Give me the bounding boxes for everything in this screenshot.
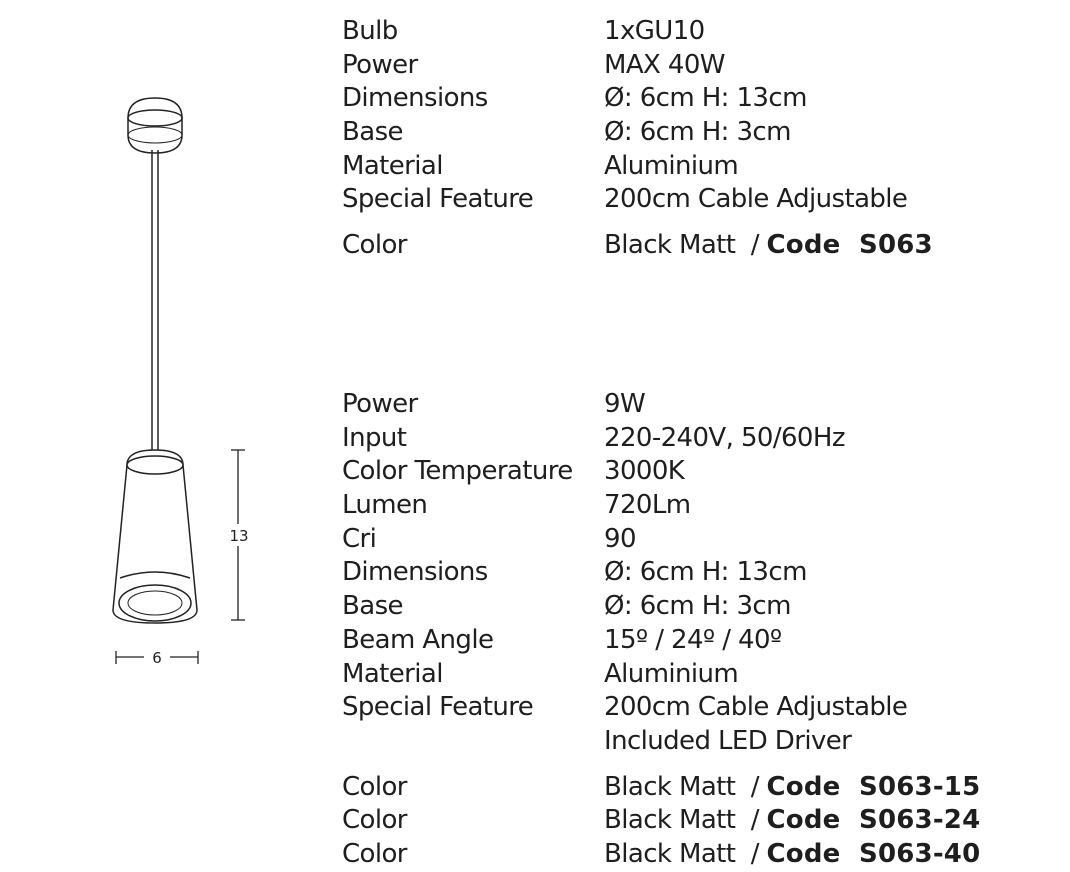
color-finish: Black Matt / — [604, 230, 767, 261]
spec-label: Beam Angle — [342, 624, 494, 655]
spec-label: Lumen — [342, 490, 428, 521]
spec-value: 220-240V, 50/60Hz — [604, 422, 845, 453]
spec-value: Included LED Driver — [604, 725, 852, 756]
spec-value: Ø: 6cm H: 3cm — [604, 591, 791, 622]
spec-value: Aluminium — [604, 658, 739, 689]
spec-label: Power — [342, 389, 418, 419]
color-label: Color — [342, 838, 407, 869]
color-value-wrap — [604, 229, 933, 263]
spec-label: Material — [342, 150, 443, 181]
color-label: Color — [342, 805, 407, 836]
width-label: 6 — [152, 649, 162, 667]
spec-label: Color Temperature — [342, 456, 573, 487]
spec-label: Input — [342, 422, 407, 453]
product-code: Code S063-40 — [766, 838, 981, 869]
color-finish: Black Matt / — [604, 805, 767, 836]
spec-label: Cri — [342, 523, 377, 554]
suspension-cable — [152, 150, 158, 452]
spec-label: Base — [342, 117, 403, 148]
spec-value: Aluminium — [604, 150, 739, 181]
product-code: Code S063-15 — [766, 771, 981, 802]
spec-label: Material — [342, 658, 443, 689]
spec-value: 15º / 24º / 40º — [604, 624, 782, 655]
spec-value: Ø: 6cm H: 13cm — [604, 83, 807, 114]
spec-label: Power — [342, 49, 418, 80]
spec-label: Base — [342, 591, 403, 622]
spec-value: 90 — [604, 523, 636, 554]
spec-label: Bulb — [342, 16, 398, 46]
spec-value: 9W — [604, 389, 646, 419]
color-value-wrap — [604, 804, 980, 838]
lamp-body — [113, 450, 197, 623]
spec-value: 1xGU10 — [604, 16, 705, 46]
spec-value: Ø: 6cm H: 13cm — [604, 557, 807, 588]
color-value-wrap — [604, 771, 980, 805]
spec-value: MAX 40W — [604, 49, 725, 80]
product-code: Code S063 — [766, 230, 933, 261]
color-label: Color — [342, 771, 407, 802]
product-code: Code S063-24 — [766, 805, 981, 836]
spec-value: Ø: 6cm H: 3cm — [604, 117, 791, 148]
spec-value: 3000K — [604, 456, 685, 487]
spec-label: Dimensions — [342, 557, 488, 588]
spec-label: Special Feature — [342, 184, 534, 215]
ceiling-canopy — [128, 98, 182, 153]
color-label: Color — [342, 230, 407, 261]
color-finish: Black Matt / — [604, 771, 767, 802]
spec-label: Dimensions — [342, 83, 488, 114]
color-value-wrap — [604, 838, 980, 872]
pendant-lamp-drawing — [0, 0, 330, 871]
spec-label: Special Feature — [342, 692, 534, 723]
spec-value: 200cm Cable Adjustable — [604, 184, 908, 215]
spec-value: 200cm Cable Adjustable — [604, 692, 908, 723]
height-label: 13 — [229, 527, 249, 545]
color-finish: Black Matt / — [604, 838, 767, 869]
spec-value: 720Lm — [604, 490, 691, 521]
